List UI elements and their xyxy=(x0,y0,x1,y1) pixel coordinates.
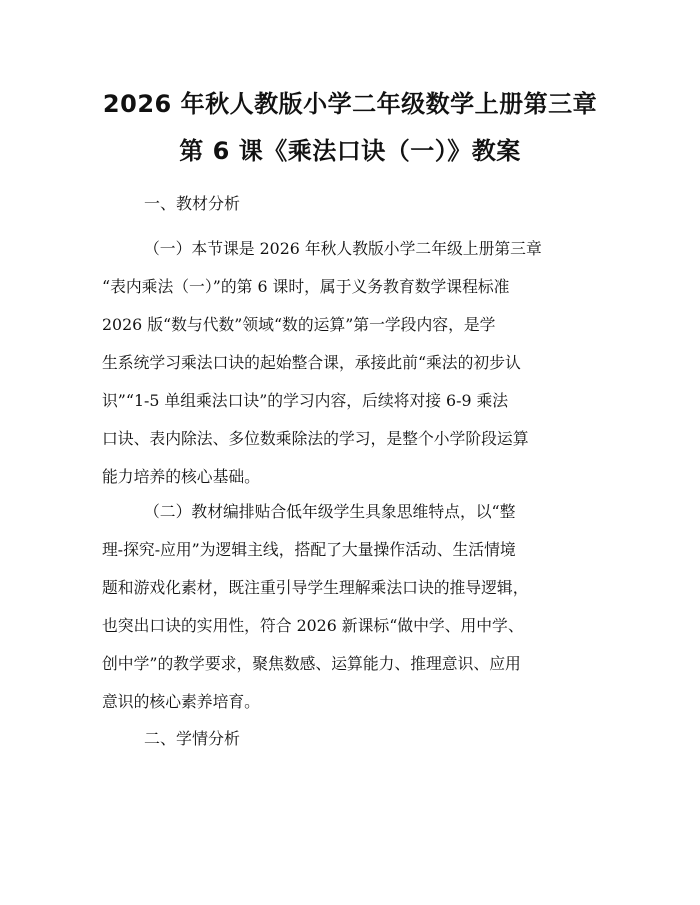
paragraph-2-line: 创中学”的教学要求，聚焦数感、运算能力、推理意识、应用 xyxy=(102,654,521,673)
paragraph-1-line: 识”“1-5 单组乘法口诀”的学习内容，后续将对接 6-9 乘法 xyxy=(102,391,509,410)
paragraph-2-line: 题和游戏化素材，既注重引导学生理解乘法口诀的推导逻辑， xyxy=(102,578,529,597)
paragraph-1 xyxy=(102,230,602,496)
paragraph-2-line: （二）教材编排贴合低年级学生具象思维特点，以“整 xyxy=(144,502,516,521)
paragraph-1-line: “表内乘法（一）”的第 6 课时，属于义务教育数学课程标准 xyxy=(102,277,510,296)
paragraph-2-line: 理-探究-应用”为逻辑主线，搭配了大量操作活动、生活情境 xyxy=(102,540,516,559)
document-title-line-2: 第 6 课《乘法口诀（一）》教案 xyxy=(179,137,521,165)
document-title-line-1: 2026 年秋人教版小学二年级数学上册第三章 xyxy=(102,90,598,118)
paragraph-2 xyxy=(102,493,602,721)
paragraph-2-line: 意识的核心素养培育。 xyxy=(102,692,260,711)
paragraph-1-line: 生系统学习乘法口诀的起始整合课，承接此前“乘法的初步认 xyxy=(102,353,521,372)
paragraph-2-line: 也突出口诀的实用性，符合 2026 新课标“做中学、用中学、 xyxy=(102,616,524,635)
section-heading-student-analysis: 二、学情分析 xyxy=(144,729,241,748)
paragraph-1-line: （一）本节课是 2026 年秋人教版小学二年级上册第三章 xyxy=(144,239,542,258)
section-heading-textbook-analysis: 一、教材分析 xyxy=(144,194,241,213)
paragraph-1-line: 口诀、表内除法、多位数乘除法的学习，是整个小学阶段运算 xyxy=(102,429,529,448)
paragraph-1-line: 2026 版“数与代数”领域“数的运算”第一学段内容，是学 xyxy=(102,315,496,334)
paragraph-1-line: 能力培养的核心基础。 xyxy=(102,467,260,486)
